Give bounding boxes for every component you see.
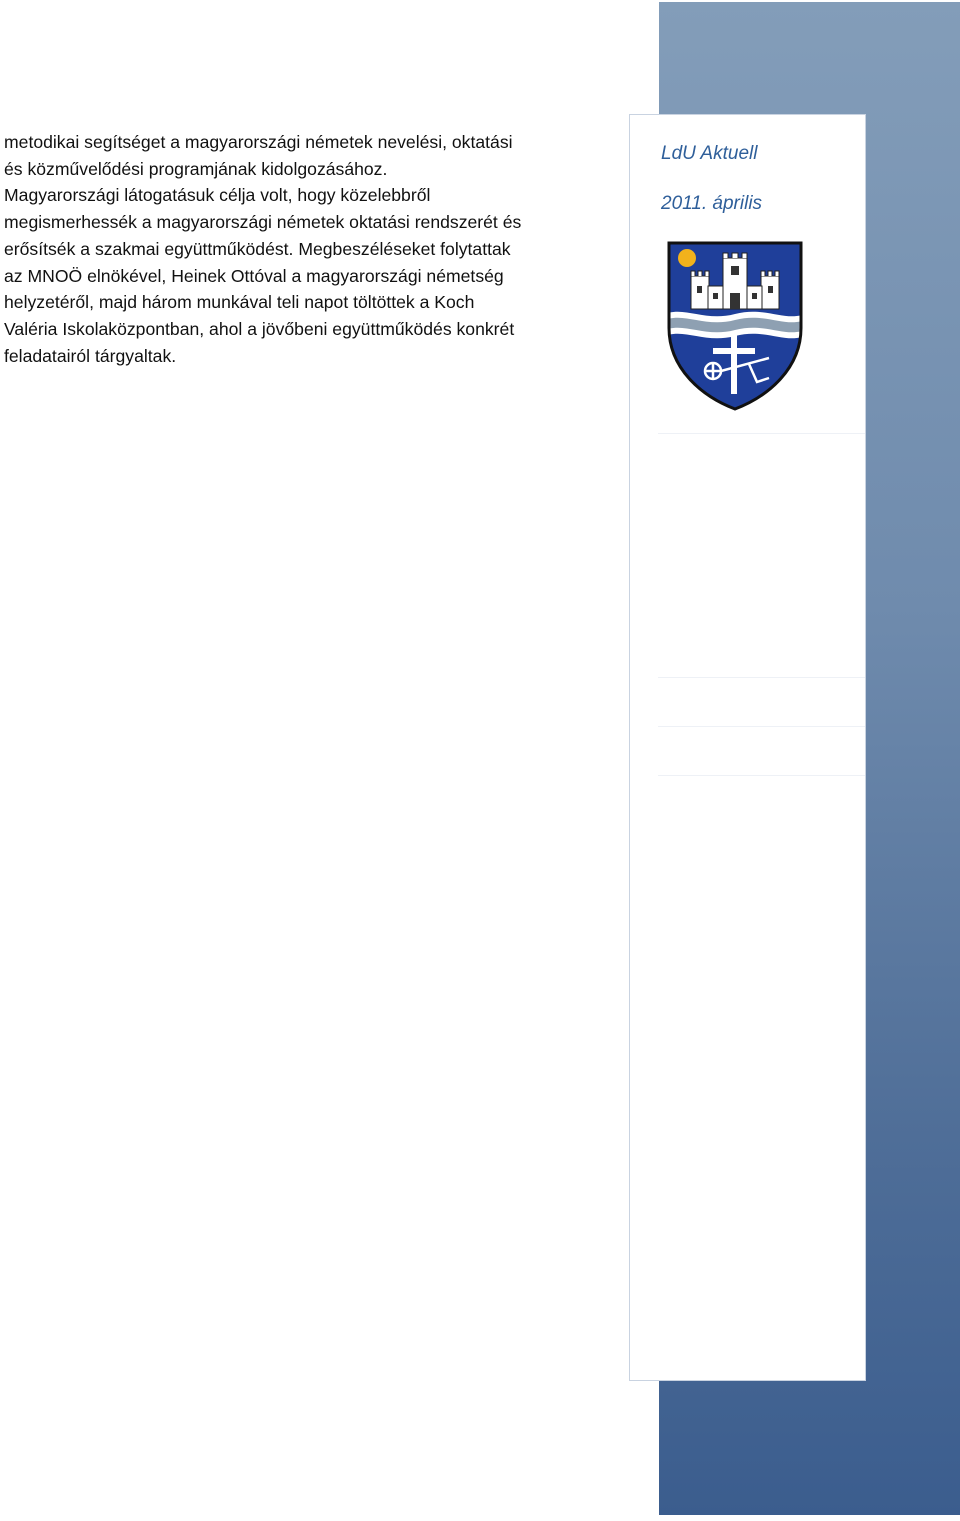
- article-line: erősítsék a szakmai együttműködést. Megbeszéléseket folytattak: [4, 238, 511, 259]
- sidebar-divider: [658, 677, 865, 678]
- article-line: Magyarországi látogatásuk célja volt, hogy közelebbről: [4, 185, 431, 206]
- article-line: és közművelődési programjának kidolgozásához.: [4, 158, 388, 179]
- article-body: [4, 129, 604, 369]
- article-line: helyzetéről, majd három munkával teli napot töltöttek a Koch: [4, 292, 475, 313]
- article-line: Valéria Iskolaközpontban, ahol a jövőbeni együttműködés konkrét: [4, 318, 515, 339]
- article-line: feladatairól tárgyaltak.: [4, 345, 177, 366]
- issue-date: 2011. április: [661, 193, 763, 214]
- sidebar-divider: [658, 433, 865, 434]
- sidebar-divider: [658, 775, 865, 776]
- sidebar-divider: [658, 726, 865, 727]
- sidebar-panel: [629, 114, 866, 1381]
- article-line: megismerhessék a magyarországi németek oktatási rendszerét és: [4, 212, 522, 233]
- coat-of-arms-icon: [665, 240, 805, 412]
- article-line: az MNOÖ elnökével, Heinek Ottóval a magyarországi németség: [4, 265, 504, 286]
- newsletter-title: LdU Aktuell: [661, 143, 758, 164]
- article-line: metodikai segítséget a magyarországi németek nevelési, oktatási: [4, 132, 513, 152]
